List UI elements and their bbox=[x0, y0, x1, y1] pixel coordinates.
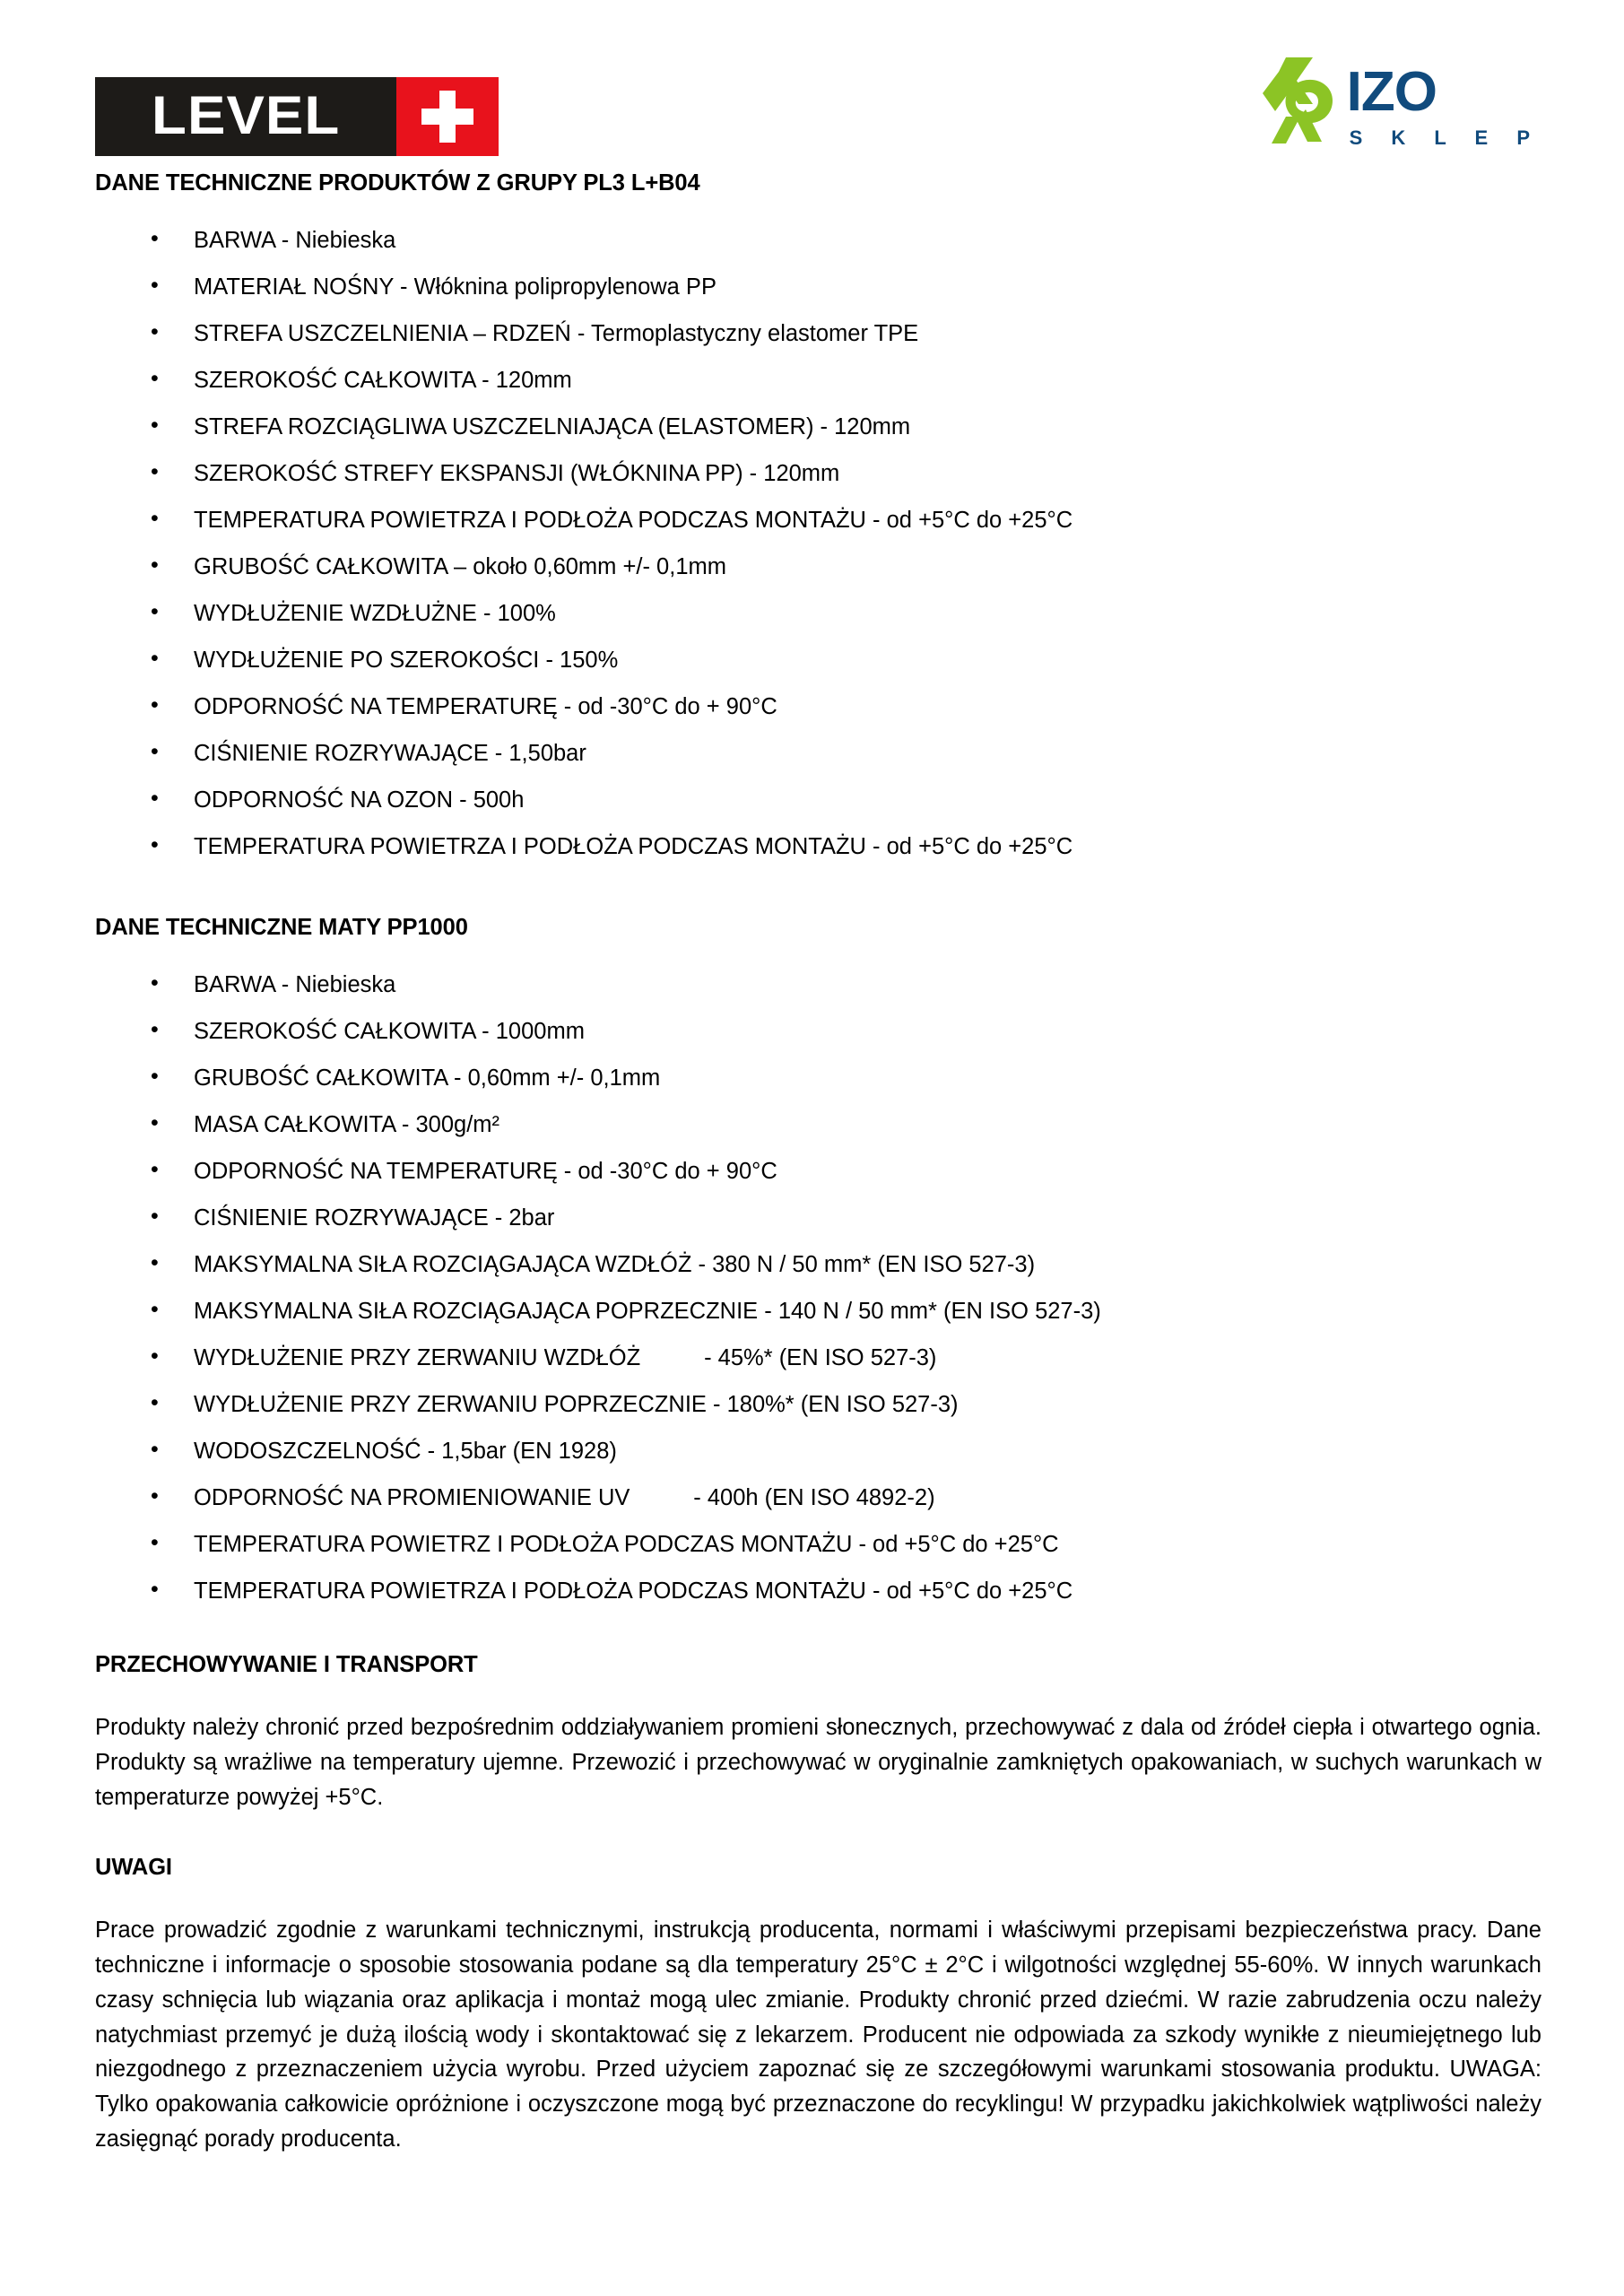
list-item: • TEMPERATURA POWIETRZA I PODŁOŻA PODCZAS MONTAŻU - od +5°C do +25°C bbox=[95, 836, 1541, 859]
spacer bbox=[95, 1814, 1541, 1855]
spacer bbox=[95, 883, 1541, 915]
level-plus-logo bbox=[95, 77, 499, 156]
list-item: • GRUBOŚĆ CAŁKOWITA – około 0,60mm +/- 0,1mm bbox=[95, 556, 1541, 579]
list-item: • MAKSYMALNA SIŁA ROZCIĄGAJĄCA WZDŁÓŻ - 380 N / 50 mm* (EN ISO 527-3) bbox=[95, 1254, 1541, 1277]
spacer bbox=[95, 1678, 1541, 1710]
list-item: • CIŚNIENIE ROZRYWAJĄCE - 1,50bar bbox=[95, 743, 1541, 766]
spacer bbox=[95, 196, 1541, 230]
section-title-pp1000: DANE TECHNICZNE MATY PP1000 bbox=[95, 915, 468, 940]
spacer bbox=[95, 1881, 1541, 1913]
list-item: • ODPORNOŚĆ NA PROMIENIOWANIE UV - 400h (EN ISO 4892-2) bbox=[95, 1487, 1541, 1510]
spacer bbox=[95, 1627, 1541, 1652]
izo-brand-text: IZO bbox=[1346, 61, 1437, 123]
list-item: • SZEROKOŚĆ CAŁKOWITA - 120mm bbox=[95, 370, 1541, 393]
list-item: • TEMPERATURA POWIETRZA I PODŁOŻA PODCZAS MONTAŻU - od +5°C do +25°C bbox=[95, 1580, 1541, 1604]
list-item: • MATERIAŁ NOŚNY - Włóknina polipropylenowa PP bbox=[95, 276, 1541, 300]
spec-list-pl3 bbox=[95, 230, 1541, 859]
spec-list-pp1000 bbox=[95, 974, 1541, 1604]
list-item: • WYDŁUŻENIE PRZY ZERWANIU POPRZECZNIE - 180%* (EN ISO 527-3) bbox=[95, 1394, 1541, 1417]
izo-hexagon-alpha-icon bbox=[1255, 54, 1342, 147]
list-item: • ODPORNOŚĆ NA OZON - 500h bbox=[95, 789, 1541, 813]
list-item: • GRUBOŚĆ CAŁKOWITA - 0,60mm +/- 0,1mm bbox=[95, 1067, 1541, 1091]
section-title-pl3: DANE TECHNICZNE PRODUKTÓW Z GRUPY PL3 L+B04 bbox=[95, 170, 700, 196]
list-item: • ODPORNOŚĆ NA TEMPERATURĘ - od -30°C do + 90°C bbox=[95, 1161, 1541, 1184]
spacer bbox=[95, 941, 1541, 974]
izo-sklep-logo bbox=[1255, 54, 1541, 161]
list-item: • WYDŁUŻENIE PRZY ZERWANIU WZDŁÓŻ - 45%* (EN ISO 527-3) bbox=[95, 1347, 1541, 1370]
cross-horizontal-bar bbox=[421, 109, 473, 125]
list-item: • ODPORNOŚĆ NA TEMPERATURĘ - od -30°C do + 90°C bbox=[95, 696, 1541, 719]
list-item: • CIŚNIENIE ROZRYWAJĄCE - 2bar bbox=[95, 1207, 1541, 1231]
list-item: • MASA CAŁKOWITA - 300g/m² bbox=[95, 1114, 1541, 1137]
list-item: • MAKSYMALNA SIŁA ROZCIĄGAJĄCA POPRZECZNIE - 140 N / 50 mm* (EN ISO 527-3) bbox=[95, 1300, 1541, 1324]
list-item: • WYDŁUŻENIE PO SZEROKOŚCI - 150% bbox=[95, 649, 1541, 673]
list-item: • TEMPERATURA POWIETRZA I PODŁOŻA PODCZAS MONTAŻU - od +5°C do +25°C bbox=[95, 509, 1541, 533]
document-header bbox=[0, 0, 1624, 170]
swiss-cross-icon bbox=[396, 77, 499, 156]
list-item: • SZEROKOŚĆ CAŁKOWITA - 1000mm bbox=[95, 1021, 1541, 1044]
section-title-notes: UWAGI bbox=[95, 1855, 172, 1881]
izo-text-block bbox=[1347, 54, 1541, 150]
list-item: • STREFA ROZCIĄGLIWA USZCZELNIAJĄCA (ELASTOMER) - 120mm bbox=[95, 416, 1541, 439]
list-item: • BARWA - Niebieska bbox=[95, 974, 1541, 997]
paragraph-storage: Produkty należy chronić przed bezpośrednim oddziaływaniem promieni słonecznych, przechowywać z dala od źródeł ciepła i otwartego ognia. Produkty są wrażliwe na temperatury ujemne. Przewozić i przechowywać w oryginalnie zamkniętych opakowaniach, w suchych warunkach w temperaturze powyżej +5°C. bbox=[95, 1715, 1541, 1810]
list-item: • WODOSZCZELNOŚĆ - 1,5bar (EN 1928) bbox=[95, 1440, 1541, 1464]
level-logo-wordmark: LEVEL bbox=[151, 85, 341, 145]
list-item: • BARWA - Niebieska bbox=[95, 230, 1541, 253]
list-item: • SZEROKOŚĆ STREFY EKSPANSJI (WŁÓKNINA PP) - 120mm bbox=[95, 463, 1541, 486]
paragraph-notes: Prace prowadzić zgodnie z warunkami technicznymi, instrukcją producenta, normami i właściwymi przepisami bezpieczeństwa pracy. Dane techniczne i informacje o sposobie stosowania podane są dla temperatury 25°C ± 2°C i wilgotności względnej 55-60%. W innych warunkach czasy schnięcia lub wiązania oraz aplikacja i montaż mogą ulec zmianie. Produkty chronić przed dziećmi. W razie zabrudzenia oczu należy natychmiast przemyć je dużą ilością wody i skontaktować się z lekarzem. Producent nie odpowiada za szkody wynikłe z nieumiejętnego lub niezgodnego z przeznaczeniem użycia wyrobu. Przed użyciem zapoznać się ze szczegółowymi warunkami stosowania produktu. UWAGA: Tylko opakowania całkowicie opróżnione i oczyszczone mogą być przeznaczone do recyklingu! W przypadku jakichkolwiek wątpliwości należy zasięgnąć porady producenta. bbox=[95, 1918, 1541, 2152]
level-logo-black-panel bbox=[95, 77, 396, 156]
document-content bbox=[0, 170, 1624, 2157]
list-item: • TEMPERATURA POWIETRZ I PODŁOŻA PODCZAS MONTAŻU - od +5°C do +25°C bbox=[95, 1534, 1541, 1557]
list-item: • STREFA USZCZELNIENIA – RDZEŃ - Termoplastyczny elastomer TPE bbox=[95, 323, 1541, 346]
list-item: • WYDŁUŻENIE WZDŁUŻNE - 100% bbox=[95, 603, 1541, 626]
izo-sklep-subtitle: S K L E P bbox=[1349, 126, 1541, 149]
section-title-storage: PRZECHOWYWANIE I TRANSPORT bbox=[95, 1652, 478, 1677]
